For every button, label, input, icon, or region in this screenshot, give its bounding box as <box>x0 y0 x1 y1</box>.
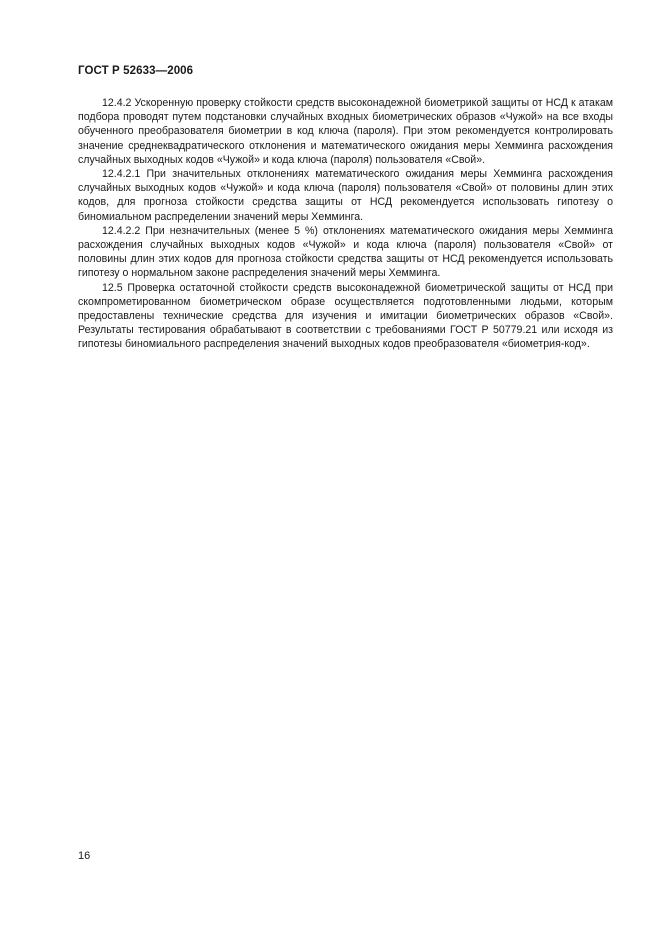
paragraph-12-4-2-1: 12.4.2.1 При значительных отклонениях математического ожидания меры Хемминга расхождения случайных выходных кодов «Чужой» и кода ключа (пароля) пользователя «Свой» от половины длин этих кодов, для прогноза стойкости средства защиты от НСД рекомендуется использовать гипотезу о биномиальном распределении значений меры Хемминга. <box>78 168 613 223</box>
document-body <box>78 96 613 352</box>
paragraph-12-5: 12.5 Проверка остаточной стойкости средств высоконадежной биометрической защиты от НСД при скомпрометированном биометрическом образе осуществляется подготовленными людьми, которым предоставлены технические средства для изучения и имитации биометрических образов «Свой». Результаты тестирования обрабатывают в соответствии с требованиями ГОСТ Р 50779.21 или исходя из гипотезы биномиального распределения значений выходных кодов преобразователя «биометрия-код». <box>78 281 613 351</box>
document-header: ГОСТ Р 52633—2006 <box>78 65 194 77</box>
paragraph-12-4-2: 12.4.2 Ускоренную проверку стойкости средств высоконадежной биометрикой защиты от НСД к атакам подбора проводят путем подстановки случайных входных биометрических образов «Чужой» на все входы обученного преобразователя биометрии в код ключа (пароля). При этом рекомендуется контролировать значение среднеквадратического отклонения и математического ожидания меры Хемминга расхождения случайных выходных кодов «Чужой» и кода ключа (пароля) пользователя «Свой». <box>78 97 613 166</box>
page-number: 16 <box>78 850 91 862</box>
paragraph-12-4-2-2: 12.4.2.2 При незначительных (менее 5 %) отклонениях математического ожидания меры Хемминга расхождения случайных выходных кодов «Чужой» и кода ключа (пароля) пользователя «Свой» от половины длин этих кодов для прогноза стойкости средства защиты от НСД рекомендуется использовать гипотезу о нормальном законе распределения значений меры Хемминга. <box>78 224 613 280</box>
